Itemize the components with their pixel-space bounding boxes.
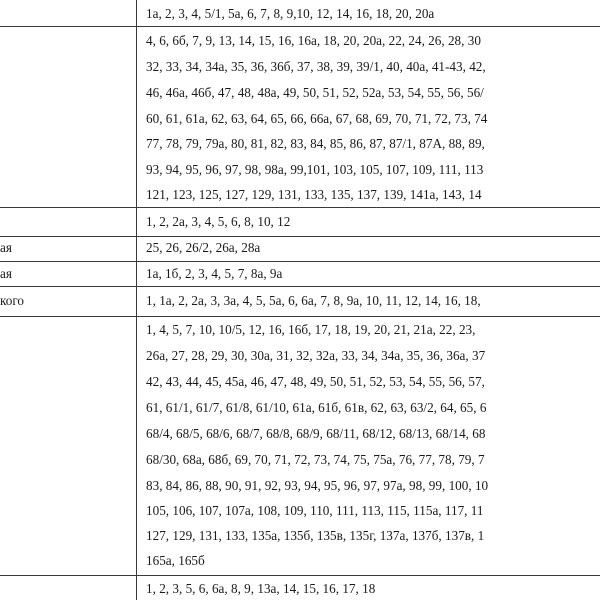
table-cell-houses: 1, 1а, 2, 2а, 3, 3а, 4, 5, 5а, 6, 6а, 7, 8, 9а, 10, 11, 12, 14, 16, 18, (146, 293, 481, 308)
table-cell-houses: 121, 123, 125, 127, 129, 131, 133, 135, 137, 139, 141а, 143, 14 (146, 187, 482, 202)
row-divider (0, 286, 600, 287)
row-divider (0, 207, 600, 208)
table-cell-houses: 68/4, 68/5, 68/6, 68/7, 68/8, 68/9, 68/11, 68/12, 68/13, 68/14, 68 (146, 426, 486, 441)
column-divider (136, 0, 137, 600)
row-divider (0, 26, 600, 27)
table-cell-houses: 93, 94, 95, 96, 97, 98, 98а, 99,101, 103, 105, 107, 109, 111, 113 (146, 162, 484, 177)
table-cell-houses: 165а, 165б (146, 553, 205, 568)
table-cell-houses: 105, 106, 107, 107а, 108, 109, 110, 111, 113, 115, 115а, 117, 11 (146, 503, 484, 518)
table-cell-houses: 1, 2, 2а, 3, 4, 5, 6, 8, 10, 12 (146, 214, 291, 229)
row-divider (0, 236, 600, 237)
table-cell-houses: 1, 4, 5, 7, 10, 10/5, 12, 16, 16б, 17, 18, 19, 20, 21, 21а, 22, 23, (146, 322, 476, 337)
table-cell-houses: 32, 33, 34, 34а, 35, 36, 36б, 37, 38, 39, 39/1, 40, 40а, 41-43, 42, (146, 59, 486, 74)
table-cell-houses: 42, 43, 44, 45, 45а, 46, 47, 48, 49, 50, 51, 52, 53, 54, 55, 56, 57, (146, 374, 485, 389)
table-cell-street: ая (0, 240, 12, 255)
table-cell-houses: 77, 78, 79, 79а, 80, 81, 82, 83, 84, 85, 86, 87, 87/1, 87А, 88, 89, (146, 136, 485, 151)
table-cell-houses: 46, 46а, 46б, 47, 48, 48а, 49, 50, 51, 52, 52а, 53, 54, 55, 56, 56/ (146, 85, 484, 100)
table-cell-houses: 1а, 2, 3, 4, 5/1, 5а, 6, 7, 8, 9,10, 12, 14, 16, 18, 20, 20а (146, 6, 435, 21)
table-cell-street: кого (0, 293, 25, 308)
table-cell-houses: 60, 61, 61а, 62, 63, 64, 65, 66, 66а, 67, 68, 69, 70, 71, 72, 73, 74 (146, 111, 488, 126)
table-cell-houses: 68/30, 68а, 68б, 69, 70, 71, 72, 73, 74, 75, 75а, 76, 77, 78, 79, 7 (146, 452, 485, 467)
table-cell-houses: 61, 61/1, 61/7, 61/8, 61/10, 61а, 61б, 61в, 62, 63, 63/2, 64, 65, 6 (146, 400, 487, 415)
row-divider (0, 575, 600, 576)
table-cell-houses: 127, 129, 131, 133, 135а, 135б, 135в, 135г, 137а, 137б, 137в, 1 (146, 528, 485, 543)
table-cell-houses: 1, 2, 3, 5, 6, 6а, 8, 9, 13а, 14, 15, 16, 17, 18 (146, 581, 376, 596)
row-divider (0, 316, 600, 317)
table-cell-houses: 4, 6, 6б, 7, 9, 13, 14, 15, 16, 16а, 18, 20, 20а, 22, 24, 26, 28, 30 (146, 33, 481, 48)
table-cell-street: ая (0, 266, 12, 281)
table-cell-houses: 83, 84, 86, 88, 90, 91, 92, 93, 94, 95, 96, 97, 97а, 98, 99, 100, 10 (146, 478, 489, 493)
table-cell-houses: 26а, 27, 28, 29, 30, 30а, 31, 32, 32а, 33, 34, 34а, 35, 36, 36а, 37 (146, 348, 486, 363)
table-cell-houses: 1а, 1б, 2, 3, 4, 5, 7, 8а, 9а (146, 266, 283, 281)
row-divider (0, 261, 600, 262)
table-cell-houses: 25, 26, 26/2, 26а, 28а (146, 240, 261, 255)
